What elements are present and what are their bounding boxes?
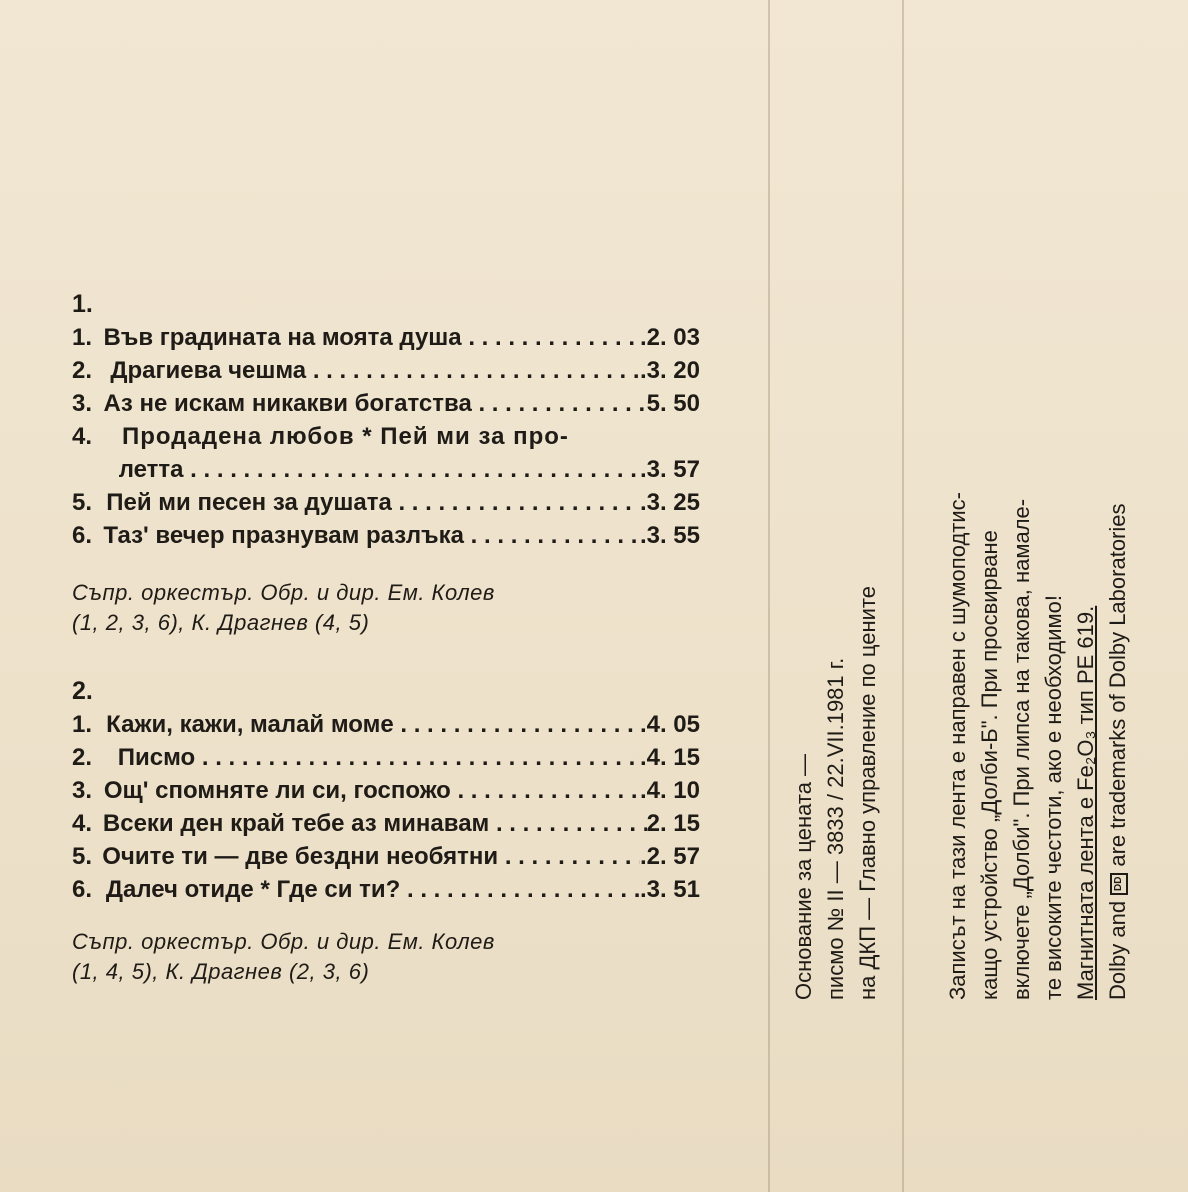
track-title: Писмо . . . xyxy=(118,741,640,774)
track-number: 2. xyxy=(72,357,93,384)
track-row xyxy=(72,774,700,807)
track-duration: .2. 57 xyxy=(639,843,700,870)
note-line: Магнитната лента е Fe₂O₃ тип PE 619. xyxy=(1073,605,1098,1000)
track-duration: 2. 15 xyxy=(646,810,700,837)
track-title: Продадена любов * Пей ми за про- xyxy=(122,423,569,450)
track-number: 6. xyxy=(72,522,93,549)
technical-note xyxy=(942,240,1134,1000)
track-title: Във градината на моята душа . . . xyxy=(104,321,640,354)
side-label: 2. xyxy=(72,677,93,705)
track-title: Пей ми песен за душата . . . xyxy=(106,486,640,519)
track-duration: .3. 25 xyxy=(639,489,700,516)
track-duration: .3. 55 xyxy=(639,522,700,549)
fold-line xyxy=(902,0,904,1192)
track-number: 5. xyxy=(72,843,93,870)
track-duration: .4. 15 xyxy=(639,744,700,771)
note-line: Записът на тази лента е направен с шумоподтис- xyxy=(945,492,970,1000)
price-basis-note xyxy=(788,360,884,1000)
side-1-credits xyxy=(72,578,702,638)
track-row xyxy=(72,741,700,774)
track-duration: .3. 20 xyxy=(639,357,700,384)
side-2-tracklist xyxy=(72,675,700,906)
track-row xyxy=(72,708,700,741)
track-row xyxy=(72,807,700,840)
track-row xyxy=(72,387,700,420)
track-row xyxy=(72,321,700,354)
track-duration: 5. 50 xyxy=(646,390,700,417)
track-number: 4. xyxy=(72,810,93,837)
track-duration: .3. 57 xyxy=(639,456,700,483)
track-row xyxy=(72,486,700,519)
track-title: Всеки ден край тебе аз минавам . . . xyxy=(103,807,647,840)
credit-line: (1, 4, 5), К. Драгнев (2, 3, 6) xyxy=(72,959,370,984)
track-number: 3. xyxy=(72,777,93,804)
track-number: 1. xyxy=(72,711,93,738)
note-line: включете „Долби". При липса на такова, намале- xyxy=(1009,498,1034,1000)
credit-line: Съпр. оркестър. Обр. и дир. Ем. Колев xyxy=(72,929,495,954)
track-row xyxy=(72,840,700,873)
track-number: 3. xyxy=(72,390,93,417)
price-line: на ДКП — Главно управление по цените xyxy=(855,586,880,1000)
track-title: летта . . . xyxy=(119,453,640,486)
track-title: Ощ' спомняте ли си, госпожо . . . xyxy=(104,774,640,807)
trademark-line xyxy=(1102,240,1134,1000)
track-title: Драгиева чешма . . . xyxy=(110,354,640,387)
fold-line xyxy=(768,0,770,1192)
track-row xyxy=(72,519,700,552)
track-row xyxy=(72,354,700,387)
trademark-text: Dolby and xyxy=(1105,900,1130,1000)
price-line: писмо № II — 3833 / 22.VII.1981 г. xyxy=(823,657,848,1000)
track-title: Очите ти — две бездни необятни . . . xyxy=(102,840,640,873)
track-row xyxy=(72,420,700,453)
track-duration: .2. 03 xyxy=(639,324,700,351)
side-label: 1. xyxy=(72,290,93,318)
track-number: 1. xyxy=(72,324,93,351)
track-title: Аз не искам никакви богатства . . . xyxy=(104,387,647,420)
track-title: Далеч отиде * Где си ти? . . . xyxy=(106,873,640,906)
track-duration: .4. 10 xyxy=(639,777,700,804)
note-line: те високите честоти, ако е необходимо! xyxy=(1041,595,1066,1000)
track-number: 4. xyxy=(72,423,93,450)
track-number: 5. xyxy=(72,489,93,516)
track-number: 6. xyxy=(72,876,93,903)
price-line: Основание за цената — xyxy=(791,753,816,1000)
note-line: кащо устройство „Долби-Б". При просвирване xyxy=(977,530,1002,1000)
track-row xyxy=(72,453,700,486)
trademark-text: are trademarks of Dolby Laboratories xyxy=(1105,503,1130,867)
credit-line: (1, 2, 3, 6), К. Драгнев (4, 5) xyxy=(72,610,370,635)
side-1-tracklist xyxy=(72,288,700,552)
track-duration: .3. 51 xyxy=(639,876,700,903)
track-number: 2. xyxy=(72,744,93,771)
track-duration: .4. 05 xyxy=(639,711,700,738)
track-row xyxy=(72,873,700,906)
track-title: Кажи, кажи, малай моме . . . xyxy=(106,708,640,741)
side-2-credits xyxy=(72,927,702,987)
dolby-logo-icon: DD xyxy=(1110,873,1128,895)
track-title: Таз' вечер празнувам разлъка . . . xyxy=(103,519,640,552)
credit-line: Съпр. оркестър. Обр. и дир. Ем. Колев xyxy=(72,580,495,605)
